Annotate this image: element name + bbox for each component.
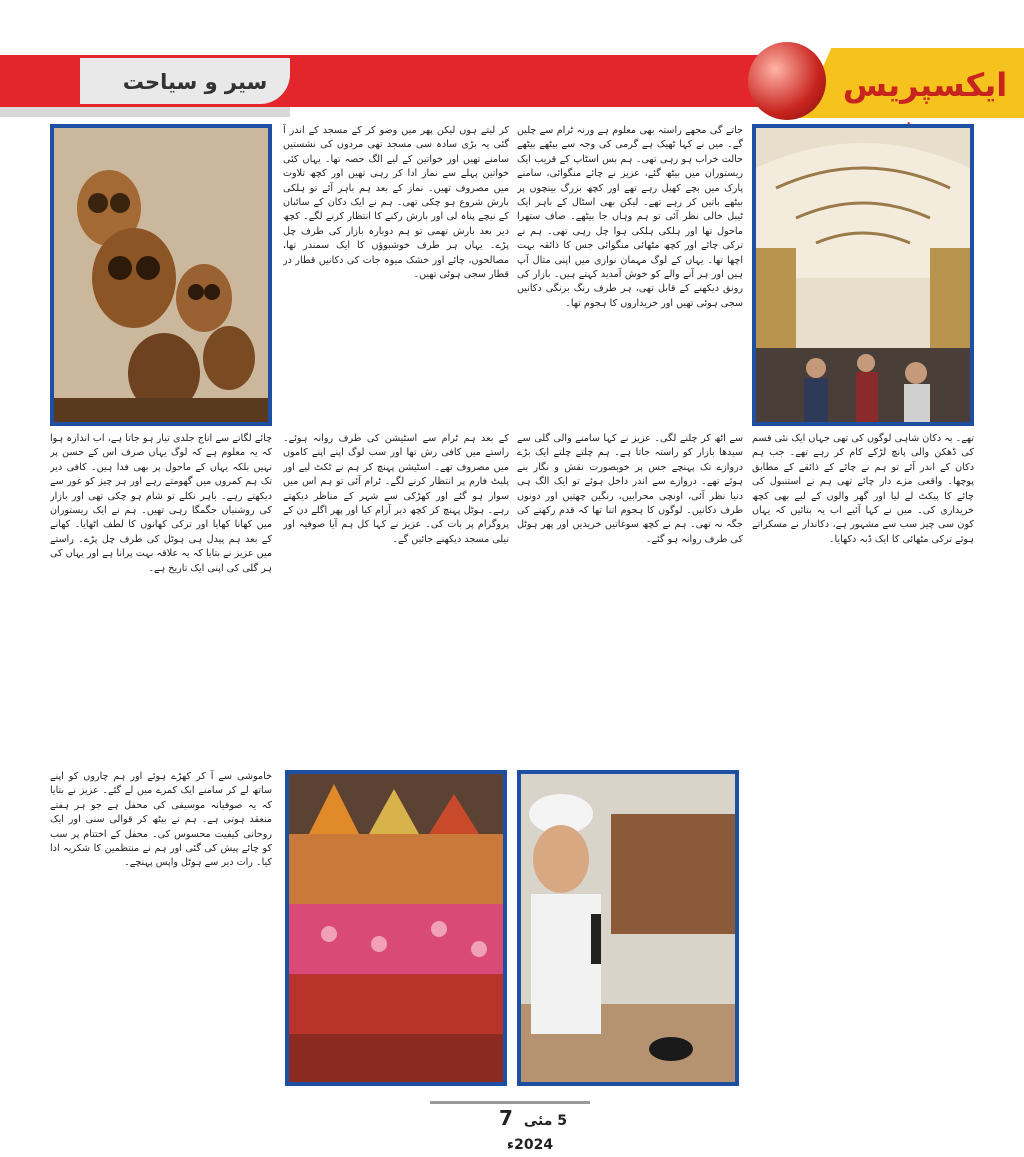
page-number: 7 — [499, 1106, 513, 1130]
article-column-1 — [517, 124, 743, 426]
spices-illustration — [289, 774, 503, 1082]
footer-year: 2024ء — [506, 1137, 554, 1153]
spice-market-photo — [285, 770, 507, 1086]
bazaar-illustration — [756, 128, 970, 422]
singer-illustration — [521, 774, 735, 1082]
masthead-logo: ایکسپریس — [842, 66, 1008, 104]
article-column-2 — [283, 124, 509, 426]
article-paragraph: تھے۔ یہ دکان شاہی لوگوں کی تھی جہاں ایک نئی قسم کی ڈھکن والی پانچ لڑکے کام کر رہے تھے۔ جب ہم دکان کے اندر آئے تو ہم نے چائے کے ذائقے کے مطابق پوچھا۔ واقعی مزے دار چائے تھی ہم نے استنبول کی چائے کا پیکٹ لے لیا اور گھر والوں کے لیے بھی کچھ خریداری کی۔ میں نے کہا آئیے اب یہ بتائیں کہ یہاں کون سی چیز سب سے مشہور ہے، دکاندار نے مسکراتے ہوئے ترکی مٹھائی کا ایک ڈبہ دکھایا۔ — [752, 433, 974, 545]
article-paragraph: سے اٹھ کر چلنے لگی۔ عزیز نے کہا سامنے والی گلی سے سیدھا بازار کو راستہ جاتا ہے۔ ہم چلتے چلتے ایک بڑے دروازے تک پہنچے جس پر خوبصورت نقش و نگار بنے ہوئے تھے۔ دروازے سے اندر داخل ہوئے تو ایک الگ ہی دنیا نظر آئی، اونچی محرابیں، رنگین چھتیں اور دونوں طرف دکانیں۔ لوگوں کا ہجوم اتنا تھا کہ قدم رکھنے کی جگہ نہ تھی۔ ہم نے کچھ سوغاتیں خریدیں اور پھر ہوٹل کی طرف روانہ ہو گئے۔ — [517, 433, 743, 545]
article-column-7 — [50, 770, 272, 1092]
grand-bazaar-photo — [752, 124, 974, 426]
article-column-5 — [50, 432, 272, 762]
section-title: سیر و سیاحت — [122, 70, 268, 94]
article-column-4 — [752, 432, 974, 1092]
article-paragraph: کے بعد ہم ٹرام سے اسٹیشن کی طرف روانہ ہوئے۔ راستے میں کافی رش تھا اور سب لوگ اپنے اپنے کاموں میں مصروف تھے۔ اسٹیشن پہنچ کر ہم نے ٹکٹ لیے اور پلیٹ فارم پر انتظار کرنے لگے۔ ٹرام آئی تو ہم اس میں سوار ہو گئے اور کھڑکی سے شہر کے مناظر دیکھتے رہے۔ ہوٹل پہنچ کر کچھ دیر آرام کیا اور پھر اگلے دن کے پروگرام پر بات کی۔ عزیز نے کہا کل ہم آیا صوفیہ اور نیلی مسجد دیکھنے جائیں گے۔ — [283, 433, 509, 545]
footer-month: مئی — [523, 1113, 553, 1129]
footer-rule — [430, 1101, 590, 1104]
article-paragraph: خاموشی سے آ کر کھڑے ہوئے اور ہم چاروں کو اپنے ساتھ لے کر سامنے ایک کمرے میں لے گئے۔ عزیز نے بتایا کہ یہ صوفیانہ موسیقی کی محفل ہے جو ہر ہفتے منعقد ہوتی ہے۔ ہم نے بیٹھ کر قوالی سنی اور ایک روحانی کیفیت محسوس کی۔ محفل کے اختتام پر سب کو چائے پیش کی گئی اور ہم نے منتظمین کا شکریہ ادا کیا۔ رات دیر سے ہوٹل واپس پہنچے۔ — [50, 771, 272, 869]
page-footer — [470, 1106, 590, 1153]
article-paragraph: چائے لگانے سے اناج جلدی تیار ہو جاتا ہے، اب اندازہ ہوا کہ یہ معلوم ہے کہ لوگ یہاں صرف اس کے حسن پر نہیں بلکہ یہاں کے ماحول پر بھی فدا ہیں۔ کافی دیر تک ہم کمروں میں گھومتے رہے اور ہر چیز کو غور سے دیکھتے رہے۔ باہر نکلے تو شام ہو چکی تھی اور بازار کی روشنیاں جگمگا رہی تھیں۔ ہم نے ایک ریستوران میں کھانا کھایا اور ترکی کھانوں کا لطف اٹھایا۔ کھانے کے بعد ہم پیدل ہی ہوٹل کی طرف چل پڑے۔ راستے میں عزیز نے بتایا کہ یہ علاقہ بہت پرانا ہے اور یہاں کی ہر گلی کی اپنی ایک تاریخ ہے۔ — [50, 433, 272, 574]
wooden-owls-photo — [50, 124, 272, 426]
article-column-6 — [283, 432, 509, 762]
article-paragraph: کر لیتے ہوں لیکن پھر میں وضو کر کے مسجد کے اندر آ گئی یہ بڑی سادہ سی مسجد تھی مردوں کی نشستیں سامنے تھیں اور خواتین کے لیے الگ حصہ تھا۔ یہاں کئی خواتین پہلے سے نماز ادا کر رہی تھیں اور کچھ تلاوت میں مصروف تھیں۔ نماز کے بعد ہم باہر آئے تو ہلکی بارش شروع ہو چکی تھی۔ ہم نے ایک دکان کے سائبان کے نیچے پناہ لی اور بارش رکنے کا انتظار کرنے لگے۔ کچھ دیر بعد بارش تھمی تو ہم دوبارہ بازار کی طرف چل پڑے۔ یہاں ہر طرف خوشبوؤں کا ایک سمندر تھا، مصالحوں، چائے اور خشک میوہ جات کی دکانیں قطار در قطار سجی ہوئی تھیں۔ — [283, 125, 509, 281]
owls-illustration — [54, 128, 268, 422]
sufi-singer-photo — [517, 770, 739, 1086]
article-paragraph: جاتے گی مجھے راستہ بھی معلوم ہے ورنہ ٹرام سے چلیں گے۔ میں نے کہا ٹھیک ہے گرمی کی وجہ سے بیٹھے بیٹھے حالت خراب ہو رہی تھی۔ ہم بس اسٹاپ کے قریب ایک ریستوران میں بیٹھ گئے، عزیز نے چائے منگوائی، سامنے پارک میں بچے کھیل رہے تھے اور کچھ بزرگ بینچوں پر بیٹھے باتیں کر رہے تھے۔ لیکن بھی اسٹال کے باہر ایک ٹیبل خالی نظر آئی تو ہم وہاں جا بیٹھے۔ صاف ستھرا ماحول تھا اور ہلکی ہلکی ہوا چل رہی تھی۔ ہم نے ترکی چائے اور کچھ مٹھائی منگوائی جس کا ذائقہ بہت اچھا تھا۔ یہاں کے لوگ مہمان نوازی میں اپنی مثال آپ ہیں اور ہر آنے والے کو خوش آمدید کہتے ہیں۔ بازار کی رونق دیکھنے کے قابل تھی، ہر طرف رنگ برنگی دکانیں سجی ہوئی تھیں اور خریداروں کا ہجوم تھا۔ — [517, 125, 743, 309]
article-column-3 — [517, 432, 743, 762]
footer-day: 5 — [557, 1113, 567, 1129]
globe-icon — [748, 42, 826, 120]
